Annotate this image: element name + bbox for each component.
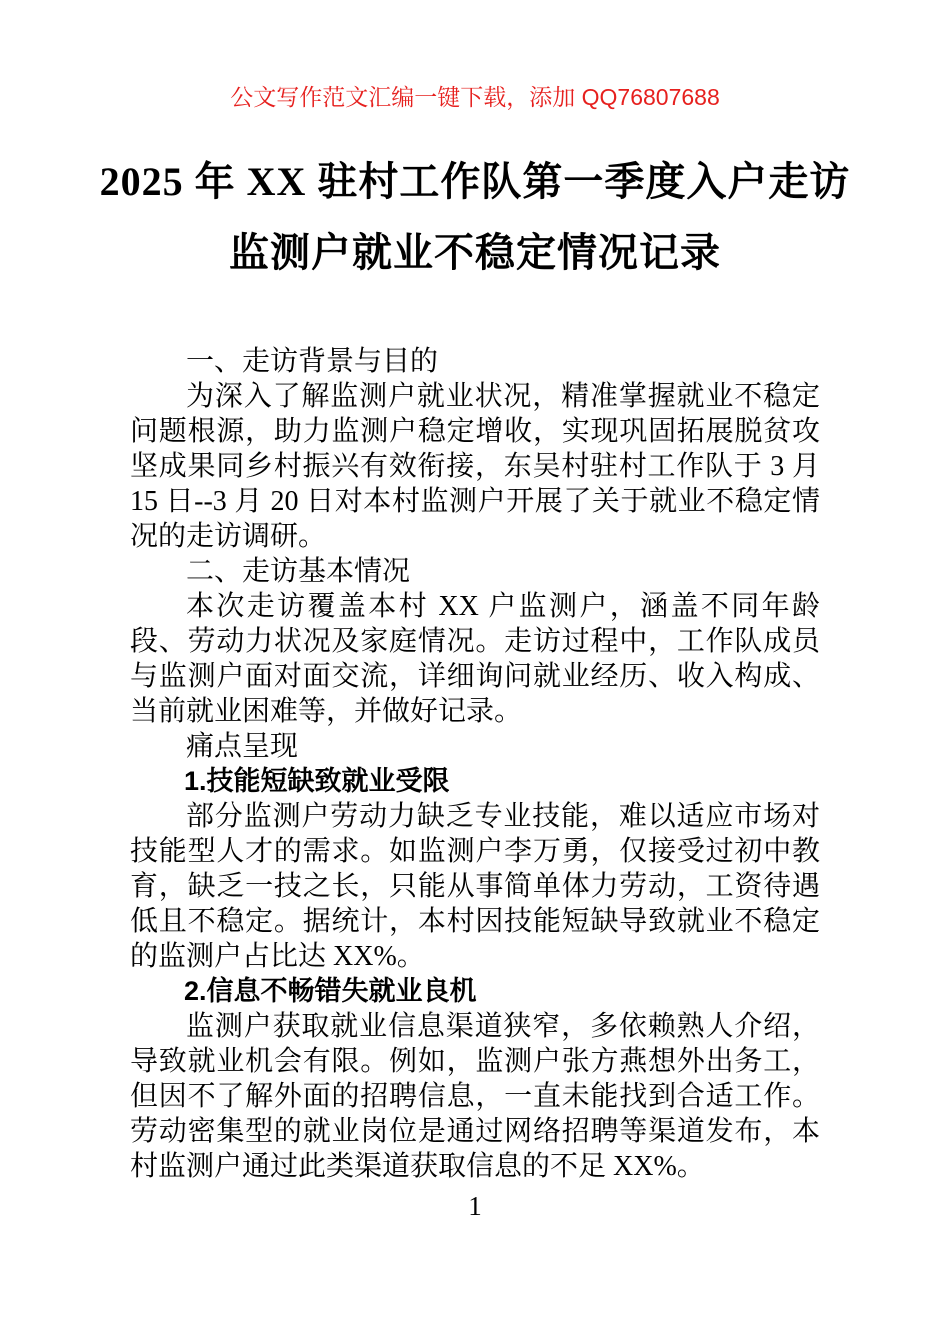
paragraph-information-gap: 监测户获取就业信息渠道狭窄，多依赖熟人介绍，导致就业机会有限。例如，监测户张方燕想外出务工，但因不了解外面的招聘信息，一直未能找到合适工作。劳动密集型的就业岗位是通过网络招聘等渠道发布，本村监测户通过此类渠道获取信息的不足 XX%。 [130,1011,820,1182]
document-body [130,344,820,1184]
document-title [0,146,950,288]
title-line-1: 2025 年 XX 驻村工作队第一季度入户走访 [99,159,851,204]
subheading-skill-shortage: 1.技能短缺致就业受限 [184,766,450,796]
section-heading-painpoints: 痛点呈现 [186,731,299,762]
section-heading-2: 二、走访基本情况 [186,556,411,587]
paragraph-background-purpose: 为深入了解监测户就业状况，精准掌握就业不稳定问题根源，助力监测户稳定增收，实现巩固拓展脱贫攻坚成果同乡村振兴有效衔接，东吴村驻村工作队于 3 月 15 日--3 月 20 日对本村监测户开展了关于就业不稳定情况的走访调研。 [130,381,820,552]
promo-banner: 公文写作范文汇编一键下载，添加 QQ76807688 [230,84,720,110]
page-number: 1 [468,1191,482,1221]
paragraph-visit-overview: 本次走访覆盖本村 XX 户监测户，涵盖不同年龄段、劳动力状况及家庭情况。走访过程中，工作队成员与监测户面对面交流，详细询问就业经历、收入构成、当前就业困难等，并做好记录。 [130,591,820,727]
paragraph-skill-shortage: 部分监测户劳动力缺乏专业技能，难以适应市场对技能型人才的需求。如监测户李万勇，仅接受过初中教育，缺乏一技之长，只能从事简单体力劳动，工资待遇低且不稳定。据统计，本村因技能短缺导致就业不稳定的监测户占比达 XX%。 [130,801,820,972]
subheading-information-gap: 2.信息不畅错失就业良机 [184,976,477,1006]
section-heading-1: 一、走访背景与目的 [186,346,439,377]
title-line-2: 监测户就业不稳定情况记录 [229,230,721,275]
